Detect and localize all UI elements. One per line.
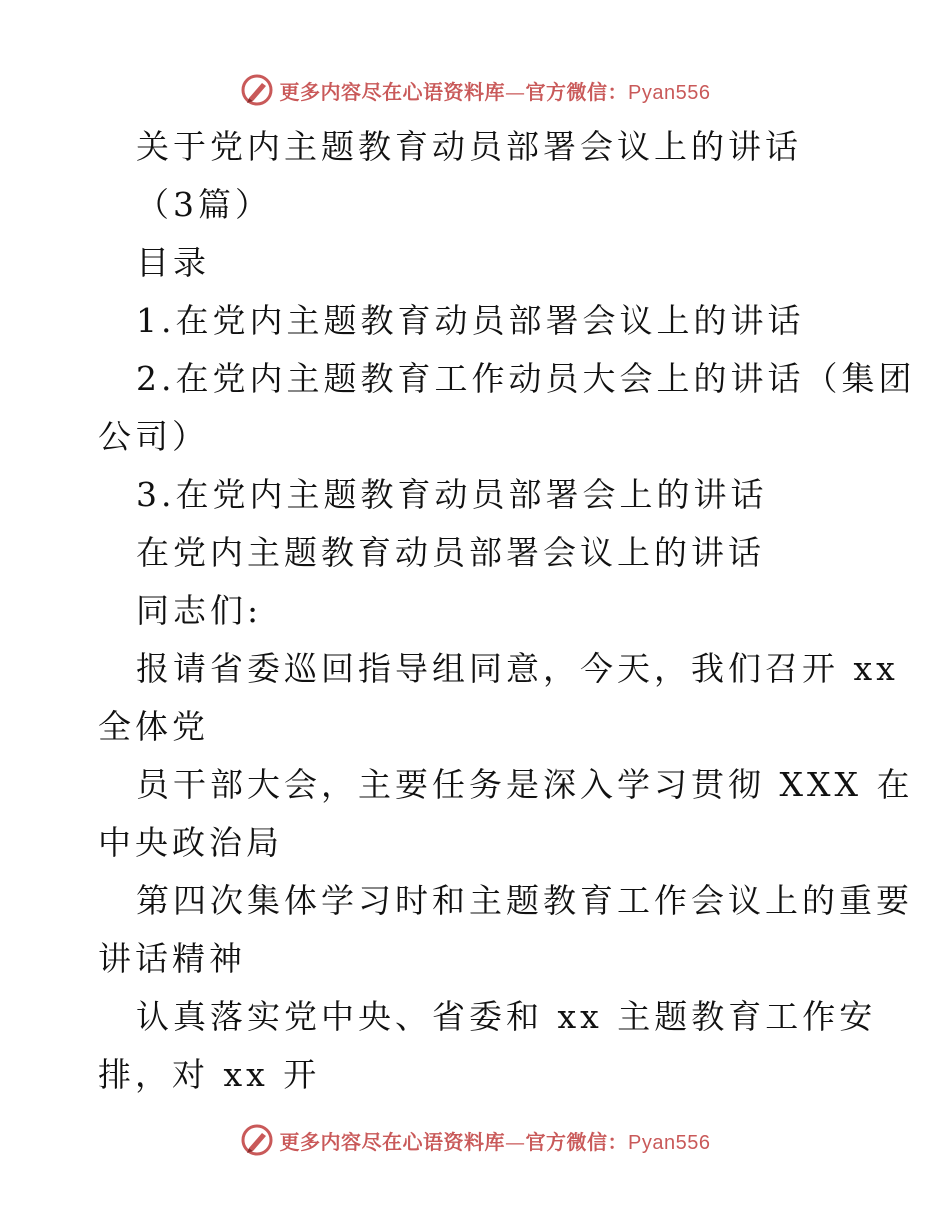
paragraph-line: 中央政治局 bbox=[98, 823, 283, 862]
header-separator: — bbox=[505, 79, 526, 104]
footer-separator: — bbox=[505, 1129, 526, 1154]
paragraph-line: 第四次集体学习时和主题教育工作会议上的重要 bbox=[136, 881, 913, 920]
footer-watermark bbox=[0, 1120, 950, 1160]
footer-contact-id: Pyan556 bbox=[628, 1131, 711, 1154]
paragraph-line: 认真落实党中央、省委和 xx 主题教育工作安 bbox=[136, 997, 877, 1036]
paragraph-line: 讲话精神 bbox=[98, 939, 246, 978]
footer-watermark-text bbox=[280, 1126, 711, 1155]
footer-contact-label: 官方微信： bbox=[525, 1129, 629, 1154]
section-title: 在党内主题教育动员部署会议上的讲话 bbox=[136, 533, 765, 572]
toc-item: 3.在党内主题教育动员部署会上的讲话 bbox=[136, 475, 768, 514]
header-contact-id: Pyan556 bbox=[628, 81, 711, 104]
paragraph-line: 报请省委巡回指导组同意，今天，我们召开 xx bbox=[136, 649, 899, 688]
greeting: 同志们: bbox=[136, 591, 263, 630]
document-body bbox=[98, 118, 916, 1104]
footer-library-text: 更多内容尽在心语资料库 bbox=[279, 1129, 506, 1154]
header-watermark bbox=[0, 70, 950, 110]
toc-item: 2.在党内主题教育工作动员大会上的讲话（集团 bbox=[136, 359, 916, 398]
paragraph-line: 员干部大会，主要任务是深入学习贯彻 XXX 在 bbox=[136, 765, 914, 804]
document-title: 关于党内主题教育动员部署会议上的讲话 bbox=[136, 127, 802, 166]
toc-item-continuation: 公司） bbox=[98, 417, 209, 456]
paragraph-line: 全体党 bbox=[98, 707, 209, 746]
document-subtitle: （3篇） bbox=[136, 185, 272, 224]
paragraph-line: 排，对 xx 开 bbox=[98, 1055, 321, 1094]
header-contact-label: 官方微信： bbox=[525, 79, 629, 104]
header-library-text: 更多内容尽在心语资料库 bbox=[279, 79, 506, 104]
pen-logo-icon bbox=[240, 73, 274, 107]
pen-logo-icon bbox=[240, 1123, 274, 1157]
toc-item: 1.在党内主题教育动员部署会议上的讲话 bbox=[136, 301, 805, 340]
toc-heading: 目录 bbox=[136, 243, 210, 282]
header-watermark-text bbox=[280, 76, 711, 105]
